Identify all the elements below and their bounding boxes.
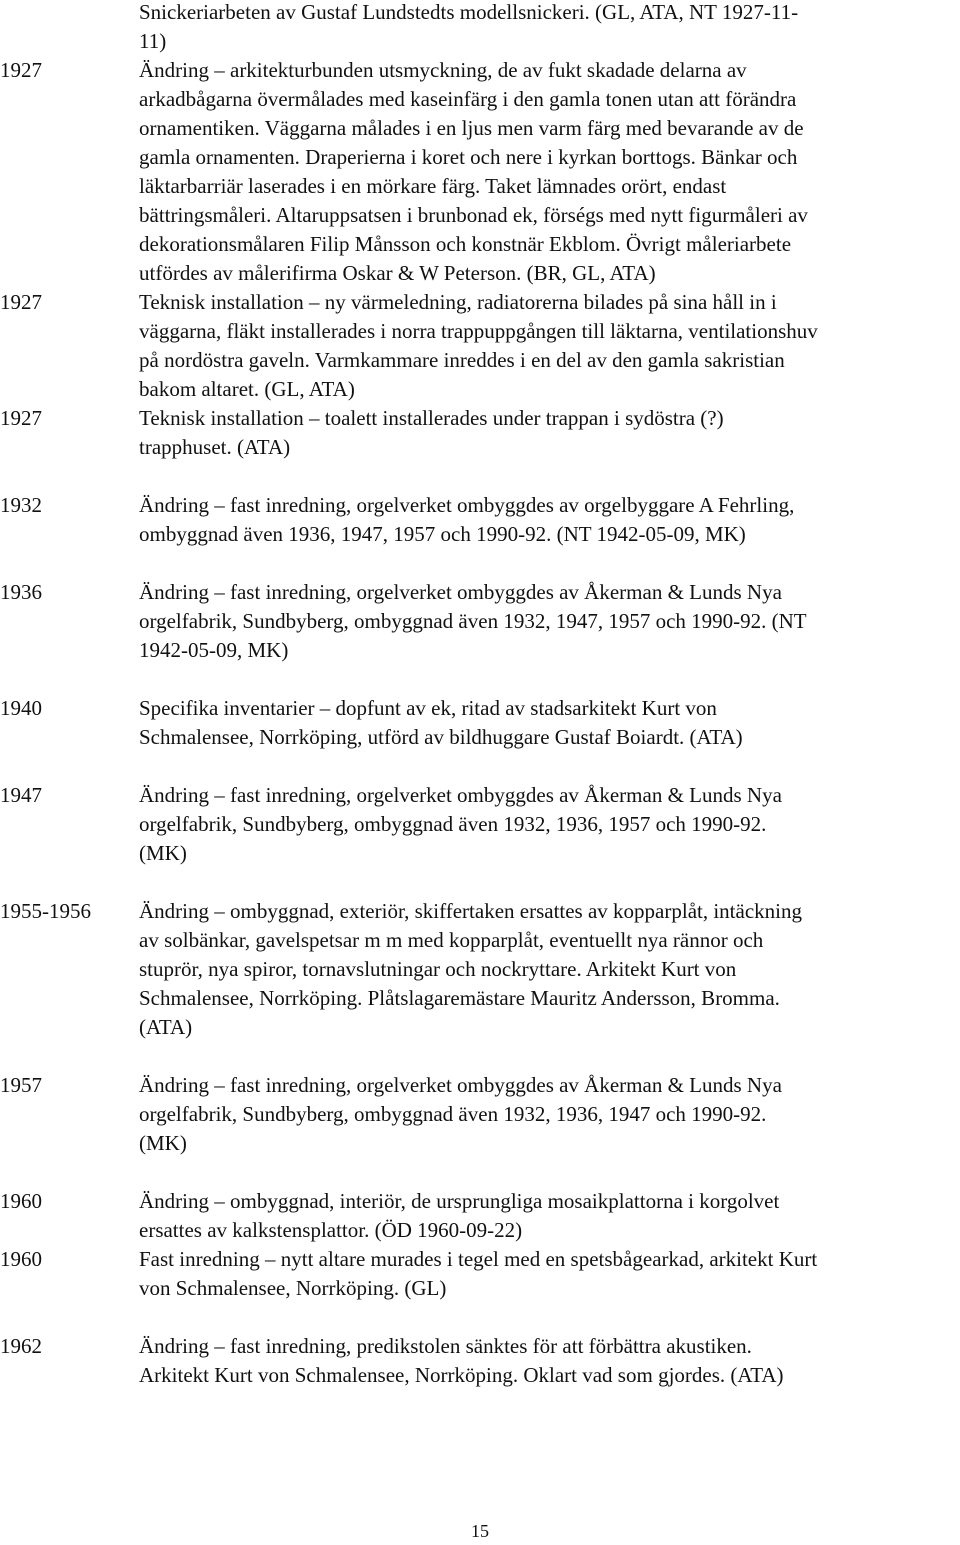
entry-line: 1942-05-09, MK) [139,638,289,662]
entry-line: Specifika inventarier – dopfunt av ek, ritad av stadsarkitekt Kurt von [139,696,717,720]
entry-line: Schmalensee, Norrköping. Plåtslagaremästare Mauritz Andersson, Bromma. [139,986,780,1010]
entry-description [139,897,960,1042]
entry-line: läktarbarriär laserades i en mörkare färg. Taket lämnades orört, endast [139,174,727,198]
entry-line: Ändring – fast inredning, orgelverket ombyggdes av Åkerman & Lunds Nya [139,783,782,807]
entry-line: (ATA) [139,1015,193,1039]
entry-line: utfördes av målerifirma Oskar & W Peterson. (BR, GL, ATA) [139,261,656,285]
entry-line: Arkitekt Kurt von Schmalensee, Norrköping. Oklart vad som gjordes. (ATA) [139,1363,784,1387]
entry-9 [0,1071,960,1158]
entry-line: stuprör, nya spiror, tornavslutningar och nockryttare. Arkitekt Kurt von [139,957,737,981]
entry-year: 1940 [0,696,42,720]
entry-year: 1955-1956 [0,899,91,923]
entry-line: orgelfabrik, Sundbyberg, ombyggnad även 1932, 1947, 1957 och 1990-92. (NT [139,609,807,633]
entry-line: Fast inredning – nytt altare murades i tegel med en spetsbågearkad, arkitekt Kurt [139,1247,818,1271]
entry-line: von Schmalensee, Norrköping. (GL) [139,1276,447,1300]
entry-description [139,491,960,549]
entry-line: Teknisk installation – ny värmeledning, radiatorerna bilades på sina håll in i [139,290,777,314]
entry-line: (MK) [139,841,187,865]
entry-11 [0,1245,960,1303]
entry-description [139,1071,960,1158]
entry-description [139,1187,960,1245]
entry-description [139,56,960,288]
page-number: 15 [471,1521,489,1541]
entry-1 [0,56,960,288]
entry-line: 11) [139,29,167,53]
entry-year: 1927 [0,406,42,430]
entry-description [139,0,960,56]
entry-line: arkadbågarna övermålades med kaseinfärg i den gamla tonen utan att förändra [139,87,797,111]
entry-description [139,694,960,752]
entry-line: väggarna, fläkt installerades i norra trappuppgången till läktarna, ventilationshuv [139,319,818,343]
entry-line: dekorationsmålaren Filip Månsson och konstnär Ekblom. Övrigt måleriarbete [139,232,792,256]
entry-year: 1960 [0,1247,42,1271]
entry-description [139,1332,960,1390]
entry-description [139,578,960,665]
entry-description [139,288,960,404]
entry-line: gamla ornamenten. Draperierna i koret och nere i kyrkan borttogs. Bänkar och [139,145,798,169]
entry-line: Ändring – fast inredning, predikstolen sänktes för att förbättra akustiken. [139,1334,752,1358]
entry-line: bättringsmåleri. Altaruppsatsen i brunbonad ek, förségs med nytt figurmåleri av [139,203,808,227]
entry-line: orgelfabrik, Sundbyberg, ombyggnad även 1932, 1936, 1947 och 1990-92. [139,1102,767,1126]
entry-year: 1960 [0,1189,42,1213]
entry-year: 1927 [0,58,42,82]
entry-0 [0,0,960,56]
entry-line: Schmalensee, Norrköping, utförd av bildhuggare Gustaf Boiardt. (ATA) [139,725,743,749]
entry-line: bakom altaret. (GL, ATA) [139,377,355,401]
entry-line: (MK) [139,1131,187,1155]
entry-10 [0,1187,960,1245]
entry-line: ombyggnad även 1936, 1947, 1957 och 1990-92. (NT 1942-05-09, MK) [139,522,746,546]
entry-line: ornamentiken. Väggarna målades i en ljus men varm färg med bevarande av de [139,116,804,140]
entry-line: Ändring – fast inredning, orgelverket ombyggdes av Åkerman & Lunds Nya [139,1073,782,1097]
entry-line: av solbänkar, gavelspetsar m m med kopparplåt, eventuellt nya rännor och [139,928,764,952]
entry-year: 1957 [0,1073,42,1097]
entry-description [139,781,960,868]
entry-year: 1962 [0,1334,42,1358]
entry-line: Ändring – fast inredning, orgelverket ombyggdes av orgelbyggare A Fehrling, [139,493,795,517]
entry-5 [0,578,960,665]
entry-12 [0,1332,960,1390]
entry-description [139,404,960,462]
entry-line: Snickeriarbeten av Gustaf Lundstedts modellsnickeri. (GL, ATA, NT 1927-11- [139,0,799,24]
entry-year: 1947 [0,783,42,807]
entry-line: Ändring – fast inredning, orgelverket ombyggdes av Åkerman & Lunds Nya [139,580,782,604]
entry-8 [0,897,960,1042]
entry-line: Ändring – ombyggnad, exteriör, skiffertaken ersattes av kopparplåt, intäckning [139,899,802,923]
entry-line: ersattes av kalkstensplattor. (ÖD 1960-09-22) [139,1218,523,1242]
entry-year: 1932 [0,493,42,517]
entry-line: trapphuset. (ATA) [139,435,291,459]
entry-line: orgelfabrik, Sundbyberg, ombyggnad även 1932, 1936, 1957 och 1990-92. [139,812,767,836]
entry-year: 1927 [0,290,42,314]
entry-line: på nordöstra gaveln. Varmkammare inreddes i en del av den gamla sakristian [139,348,785,372]
entry-line: Ändring – ombyggnad, interiör, de ursprungliga mosaikplattorna i korgolvet [139,1189,780,1213]
entry-3 [0,404,960,462]
entry-2 [0,288,960,404]
entry-7 [0,781,960,868]
entry-line: Teknisk installation – toalett installerades under trappan i sydöstra (?) [139,406,724,430]
entry-4 [0,491,960,549]
entry-description [139,1245,960,1303]
entry-6 [0,694,960,752]
entry-line: Ändring – arkitekturbunden utsmyckning, de av fukt skadade delarna av [139,58,747,82]
entry-year: 1936 [0,580,42,604]
